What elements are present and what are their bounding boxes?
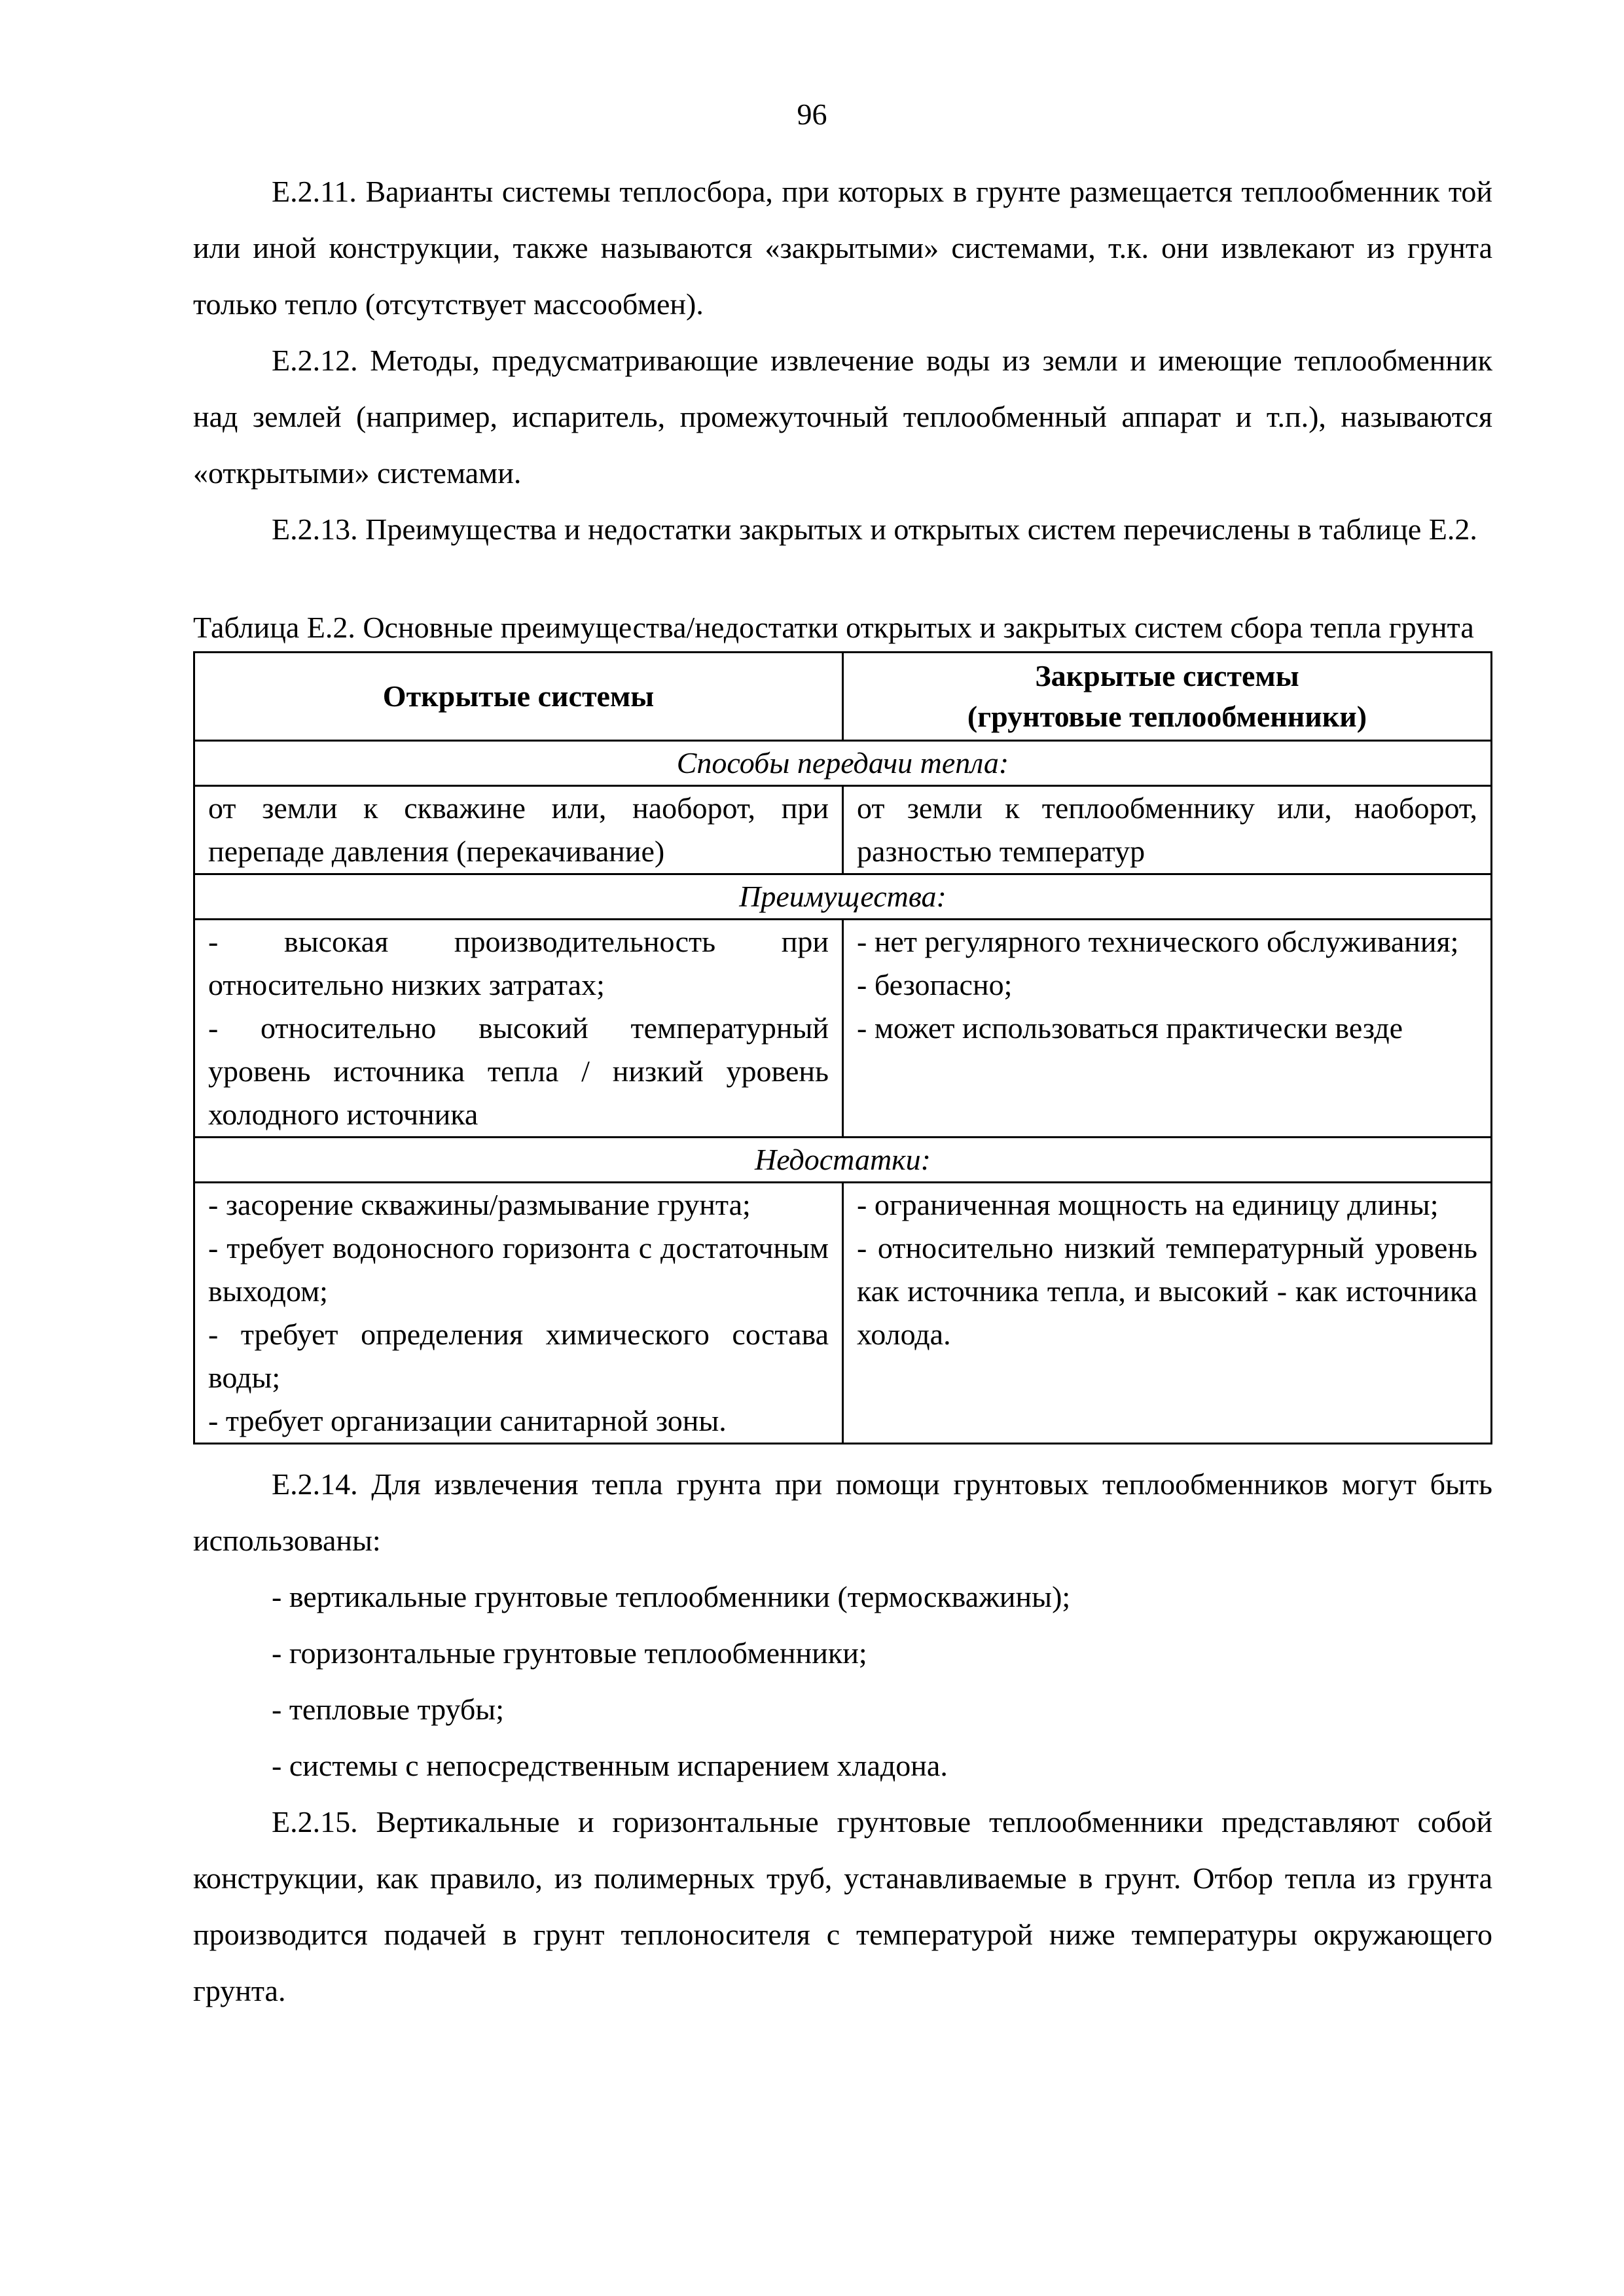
header-closed-line1: Закрытые системы [1035, 659, 1299, 692]
transfer-closed-cell: от земли к теплообменнику или, наоборот, разностью температур [843, 786, 1492, 874]
page-content [193, 164, 1492, 2019]
list-item: - горизонтальные грунтовые теплообменники; [272, 1636, 867, 1670]
section-advantages: Преимущества: [194, 874, 1492, 920]
section-row-transfer [194, 741, 1492, 786]
disadvantage-open-item: - засорение скважины/размывание грунта; [208, 1188, 751, 1221]
section-row-disadvantages [194, 1138, 1492, 1183]
table-header-row [194, 653, 1492, 741]
list-item: - вертикальные грунтовые теплообменники (термоскважины); [272, 1580, 1071, 1613]
advantage-closed-item: - безопасно; [857, 968, 1013, 1001]
comparison-table [193, 651, 1492, 1444]
disadvantage-open-item: - требует определения химического состава воды; [208, 1318, 829, 1394]
section-row-advantages [194, 874, 1492, 920]
list-item: - системы с непосредственным испарением хладона. [272, 1749, 948, 1782]
paragraph-e-2-11: Е.2.11. Варианты системы теплосбора, при которых в грунте размещается теплообменник той или иной конструкции, также называются «закрытыми» системами, т.к. они извлекают из грунта только тепло (отсутствует массообмен). [193, 175, 1492, 321]
table-row [194, 1183, 1492, 1444]
disadvantage-closed-item: - ограниченная мощность на единицу длины; [857, 1188, 1439, 1221]
paragraph-e-2-15: Е.2.15. Вертикальные и горизонтальные грунтовые теплообменники представляют собой конструкции, как правило, из полимерных труб, устанавливаемые в грунт. Отбор тепла из грунта производится подачей в грунт теплоносителя с температурой ниже температуры окружающего грунта. [193, 1805, 1492, 2007]
paragraph-e-2-13: Е.2.13. Преимущества и недостатки закрытых и открытых систем перечислены в таблице Е.2. [272, 512, 1477, 546]
table-caption: Таблица Е.2. Основные преимущества/недостатки открытых и закрытых систем сбора тепла грунта [193, 611, 1474, 644]
advantages-open-cell [194, 920, 843, 1138]
section-heat-transfer: Способы передачи тепла: [194, 741, 1492, 786]
header-closed-systems [843, 653, 1492, 741]
table-row [194, 786, 1492, 874]
list-item: - тепловые трубы; [272, 1693, 504, 1726]
paragraph-e-2-12: Е.2.12. Методы, предусматривающие извлечение воды из земли и имеющие теплообменник над землей (например, испаритель, промежуточный теплообменный аппарат и т.п.), называются «открытыми» системами. [193, 344, 1492, 490]
table-row [194, 920, 1492, 1138]
disadvantage-closed-item: - относительно низкий температурный уровень как источника тепла, и высокий - как источника холода. [857, 1231, 1477, 1351]
page-number: 96 [797, 98, 827, 131]
section-disadvantages: Недостатки: [194, 1138, 1492, 1183]
header-open-systems: Открытые системы [194, 653, 843, 741]
advantage-open-item: - высокая производительность при относительно низких затратах; [208, 925, 829, 1001]
disadvantage-open-item: - требует водоносного горизонта с достаточным выходом; [208, 1231, 829, 1308]
disadvantages-open-cell [194, 1183, 843, 1444]
disadvantage-open-item: - требует организации санитарной зоны. [208, 1404, 727, 1437]
paragraph-e-2-14: Е.2.14. Для извлечения тепла грунта при помощи грунтовых теплообменников могут быть использованы: [193, 1467, 1492, 1557]
advantages-closed-cell [843, 920, 1492, 1138]
advantage-closed-item: - нет регулярного технического обслуживания; [857, 925, 1459, 958]
disadvantages-closed-cell [843, 1183, 1492, 1444]
advantage-closed-item: - может использоваться практически везде [857, 1011, 1403, 1045]
advantage-open-item: - относительно высокий температурный уровень источника тепла / низкий уровень холодного источника [208, 1011, 829, 1131]
header-closed-line2: (грунтовые теплообменники) [967, 700, 1367, 733]
transfer-open-cell: от земли к скважине или, наоборот, при перепаде давления (перекачивание) [194, 786, 843, 874]
